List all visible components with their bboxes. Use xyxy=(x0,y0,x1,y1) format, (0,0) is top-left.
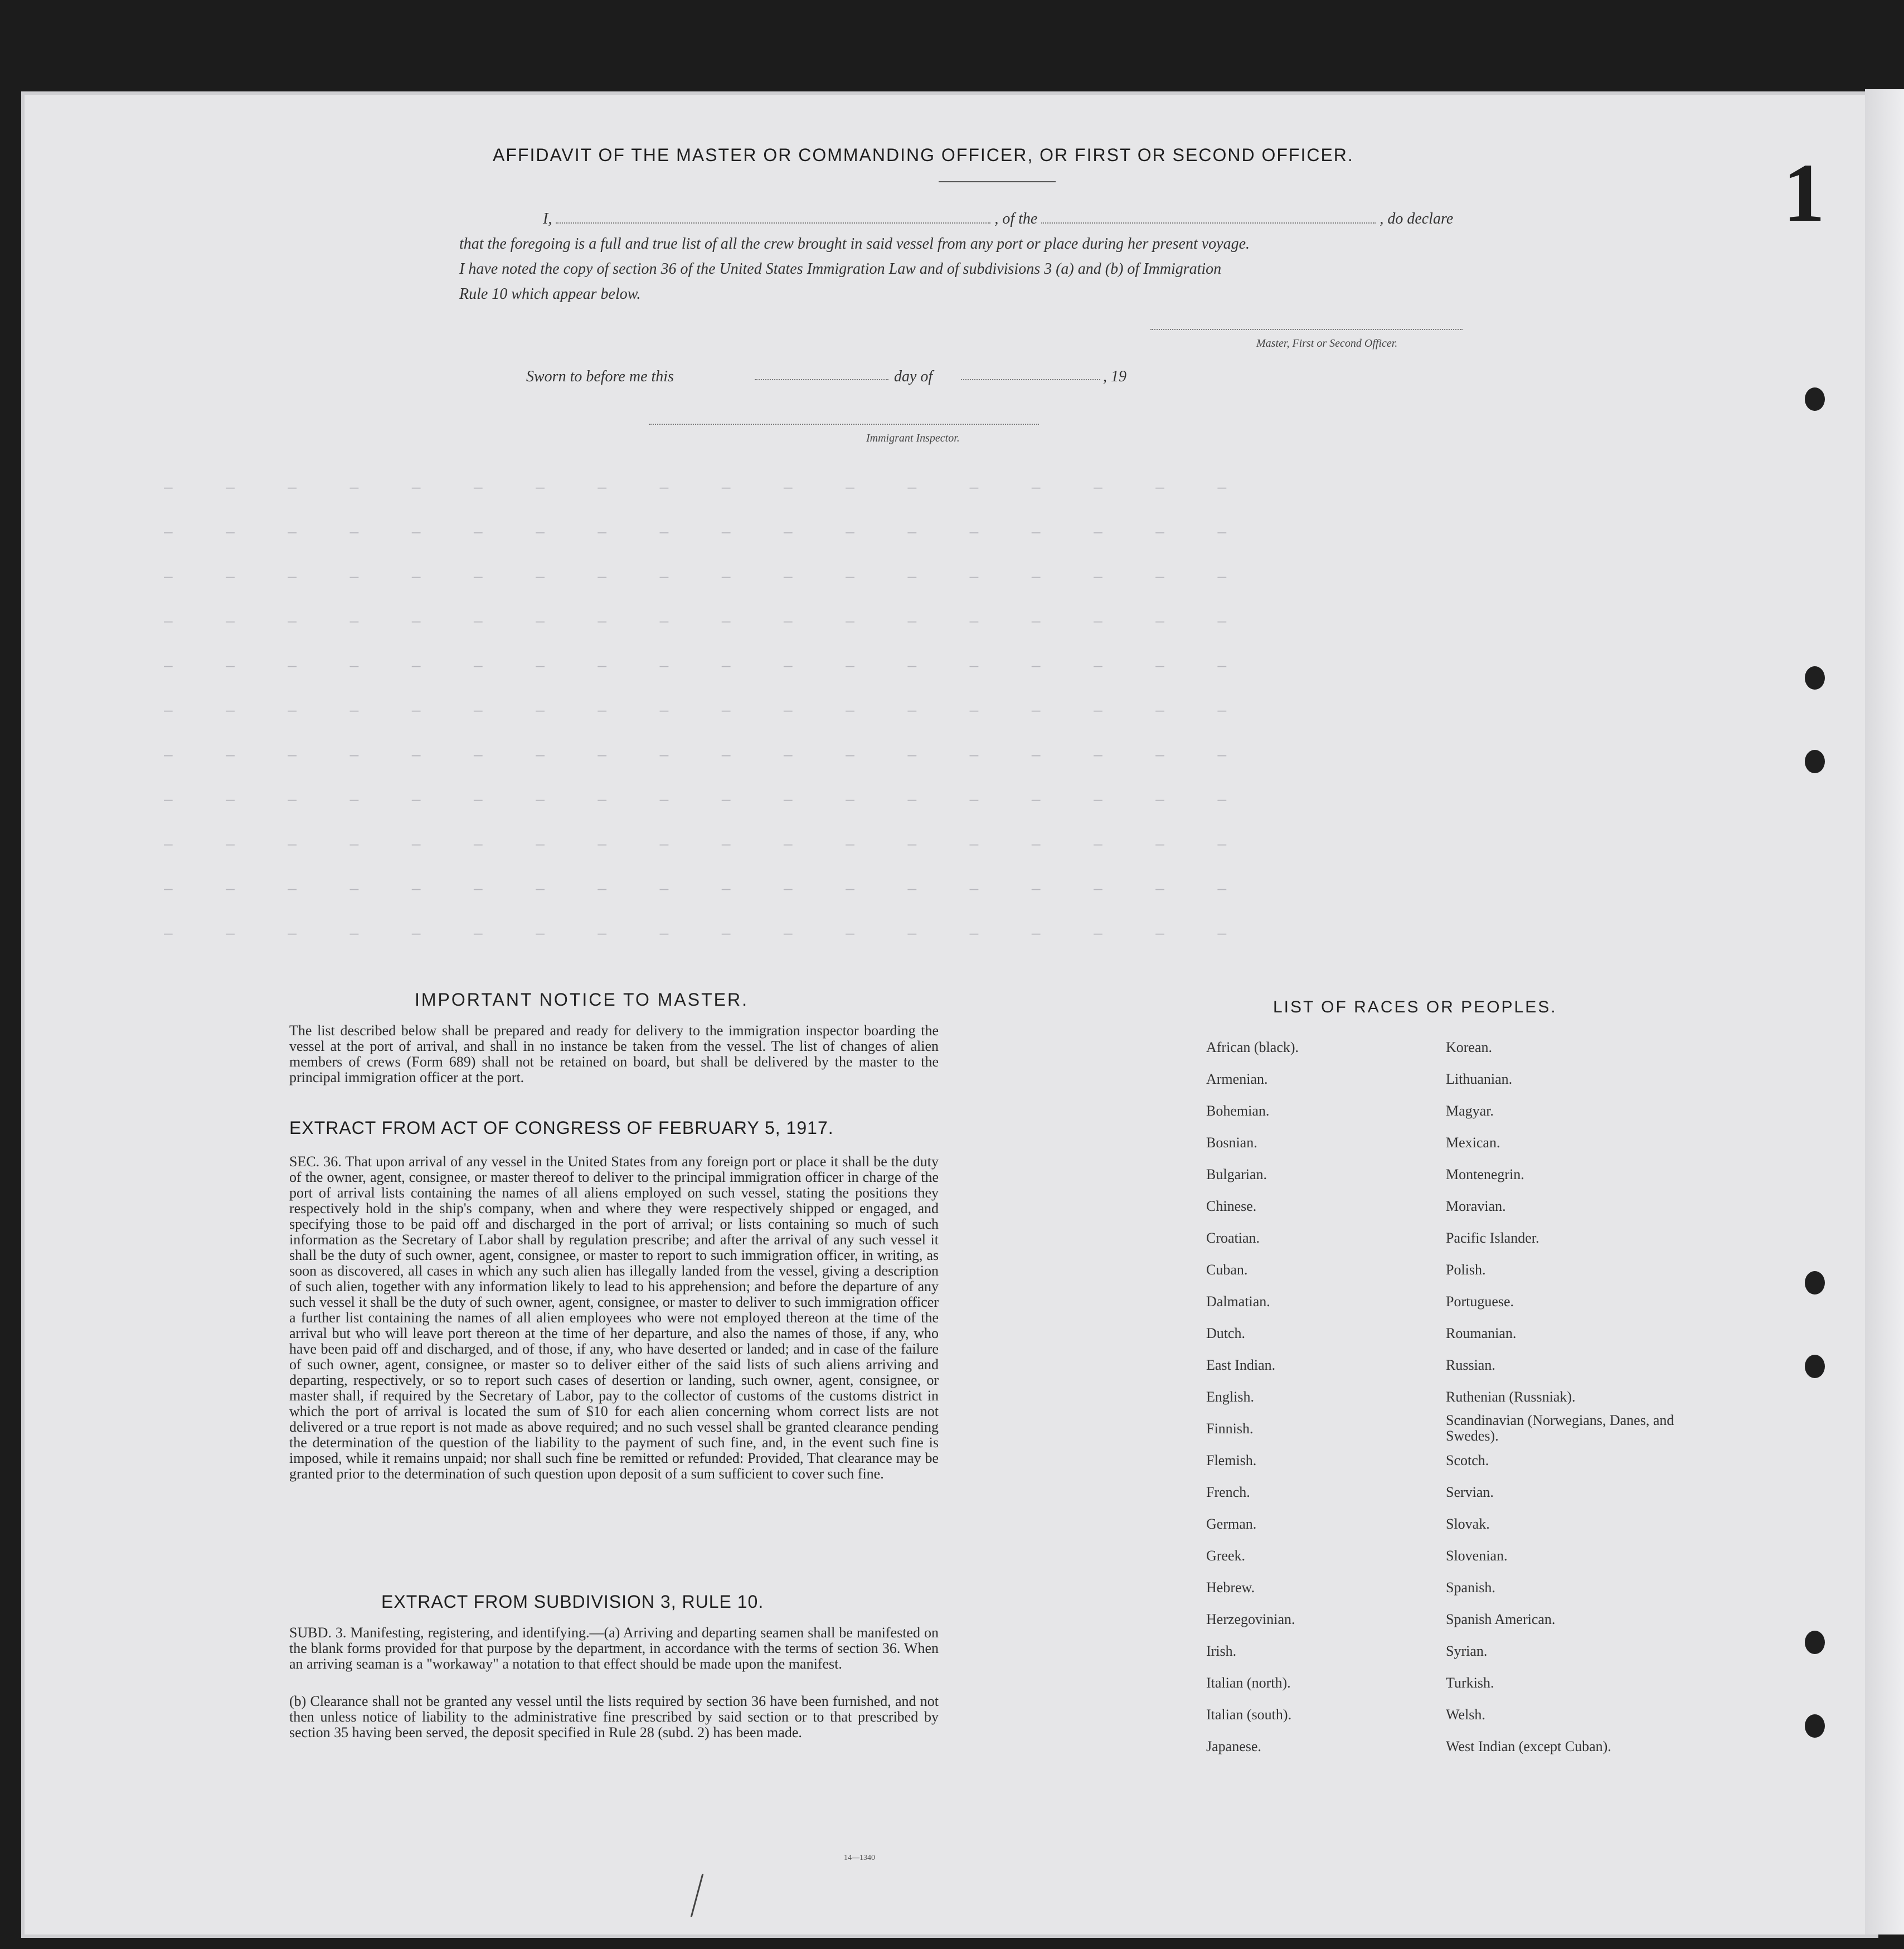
race-item: West Indian (except Cuban). xyxy=(1446,1738,1611,1754)
pen-stroke xyxy=(691,1874,704,1917)
form-code: 14—1340 xyxy=(844,1854,875,1862)
act-extract-text: SEC. 36. That upon arrival of any vessel in the United States from any foreign port or place it shall be the duty of the owner, agent, consignee, or master thereof to deliver to the principal immigration officer in charge of the port of arrival lists containing the names of all aliens employed on such vessel, stating the positions they respectively hold in the ship's company, when and where they were respectively shipped or engaged, and specifying those to be paid off and discharged in the port of arrival; or lists containing so much of such information as the Secretary of Labor shall by regulation prescribe; and after the arrival of any such vessel it shall be the duty of such owner, agent, consignee, or master to report to such immigration officer, in writing, as soon as discovered, all cases in which any such alien has illegally landed from the vessel, giving a description of such alien, together with any information likely to lead to his apprehension; and before the departure of any such vessel it shall be the duty of such owner, agent, consignee, or master to deliver to such immigration officer a further list containing the names of all alien employees who were not employed thereon at the time of the arrival but who will leave port thereon at the time of her departure, and also the names of those, if any, who have been paid off and discharged, and of those, if any, who have deserted or landed; and in case of the failure of such owner, agent, consignee, or master so to deliver either of the said lists of such aliens arriving and departing, respectively, or so to report such cases of desertion or landing, such owner, agent, consignee, or master shall, if required by the Secretary of Labor, pay to the collector of customs of the customs district in which the port of arrival is located the sum of $10 for each alien concerning whom correct lists are not delivered or a true report is not made as above required; and no such vessel shall be granted clearance pending the determination of the question of the liability to the payment of such fine, and, in the event such fine is imposed, while it remains unpaid; nor shall such fine be remitted or refunded: Provided, That clearance may be granted prior to the determination of such question upon deposit of a sum sufficient to cover such fine. xyxy=(289,1153,939,1482)
affidavit-declare: , do declare xyxy=(1380,210,1454,227)
bleed-through-row: — — — — — — — — — — — — — — — — — — xyxy=(164,702,1249,712)
signature-line[interactable] xyxy=(1150,329,1463,330)
race-item: Cuban. xyxy=(1206,1262,1248,1278)
page-number: 1 xyxy=(1783,147,1825,239)
vessel-blank[interactable] xyxy=(1041,210,1376,224)
signature-caption: Master, First or Second Officer. xyxy=(1256,337,1398,350)
affidavit-of-the: , of the xyxy=(994,210,1038,227)
affidavit-line-3: I have noted the copy of section 36 of the United States Immigration Law and of subdivisions 3 (a) and (b) of Immigration xyxy=(459,260,1222,278)
bleed-through-row: — — — — — — — — — — — — — — — — — — xyxy=(164,569,1249,579)
affidavit-i: I, xyxy=(543,210,552,227)
punch-hole xyxy=(1805,1631,1825,1654)
race-item: French. xyxy=(1206,1484,1250,1500)
bleed-through-row: — — — — — — — — — — — — — — — — — — xyxy=(164,747,1249,757)
notice-text: The list described below shall be prepared and ready for delivery to the immigration inspector boarding the vessel at the port of arrival, and shall in no instance be taken from the vessel. The list of changes of alien members of crews (Form 689) shall not be retained on board, but shall be delivered by the master to the principal immigration officer at the port. xyxy=(289,1022,939,1085)
race-item: Mexican. xyxy=(1446,1135,1500,1151)
race-item: Hebrew. xyxy=(1206,1579,1255,1596)
race-item: Ruthenian (Russniak). xyxy=(1446,1389,1576,1405)
races-list-column-1 xyxy=(1206,1031,1299,1762)
race-item: East Indian. xyxy=(1206,1357,1276,1373)
race-item: Bulgarian. xyxy=(1206,1166,1267,1182)
race-item: Slovenian. xyxy=(1446,1548,1508,1564)
affidavit-line-4: Rule 10 which appear below. xyxy=(459,285,641,303)
race-item: Russian. xyxy=(1446,1357,1495,1373)
race-item: Spanish. xyxy=(1446,1579,1495,1596)
race-item: Moravian. xyxy=(1446,1198,1506,1214)
punch-hole xyxy=(1805,1714,1825,1738)
race-item: Japanese. xyxy=(1206,1738,1261,1754)
bleed-through-row: — — — — — — — — — — — — — — — — — — xyxy=(164,658,1249,668)
race-item: English. xyxy=(1206,1389,1254,1405)
race-item: Dutch. xyxy=(1206,1325,1246,1341)
bleed-through-row: — — — — — — — — — — — — — — — — — — xyxy=(164,792,1249,802)
race-item: Bohemian. xyxy=(1206,1103,1270,1119)
race-item: Flemish. xyxy=(1206,1452,1257,1468)
notice-heading: IMPORTANT NOTICE TO MASTER. xyxy=(415,990,749,1010)
page-edge xyxy=(1865,89,1904,1935)
race-item: African (black). xyxy=(1206,1039,1299,1055)
race-item: Irish. xyxy=(1206,1643,1237,1659)
race-item: Magyar. xyxy=(1446,1103,1494,1119)
race-item: Dalmatian. xyxy=(1206,1293,1270,1310)
races-list-column-2 xyxy=(1446,1031,1680,1762)
race-item: Bosnian. xyxy=(1206,1135,1257,1151)
race-item: Finnish. xyxy=(1206,1420,1254,1437)
race-item: Montenegrin. xyxy=(1446,1166,1524,1182)
race-item: German. xyxy=(1206,1516,1257,1532)
act-extract-heading: EXTRACT FROM ACT OF CONGRESS OF FEBRUARY 5, 1917. xyxy=(289,1118,834,1138)
sworn-year: , 19 xyxy=(1103,368,1126,385)
race-item: Greek. xyxy=(1206,1548,1246,1564)
sworn-day-blank[interactable] xyxy=(755,379,888,380)
race-item: Italian (south). xyxy=(1206,1706,1292,1723)
races-heading: LIST OF RACES OR PEOPLES. xyxy=(1273,998,1557,1016)
race-item: Korean. xyxy=(1446,1039,1493,1055)
race-item: Spanish American. xyxy=(1446,1611,1556,1627)
punch-hole xyxy=(1805,1271,1825,1295)
race-item: Armenian. xyxy=(1206,1071,1268,1087)
bleed-through-row: — — — — — — — — — — — — — — — — — — xyxy=(164,524,1249,534)
name-blank[interactable] xyxy=(556,210,990,224)
race-item: Italian (north). xyxy=(1206,1675,1291,1691)
race-item: Pacific Islander. xyxy=(1446,1230,1539,1246)
race-item: Servian. xyxy=(1446,1484,1494,1500)
bleed-through-row: — — — — — — — — — — — — — — — — — — xyxy=(164,836,1249,846)
race-item: Slovak. xyxy=(1446,1516,1490,1532)
punch-hole xyxy=(1805,750,1825,773)
race-item: Croatian. xyxy=(1206,1230,1260,1246)
affidavit-statement xyxy=(459,206,1541,307)
title-rule xyxy=(939,181,1056,182)
race-item: Welsh. xyxy=(1446,1706,1485,1723)
rule-extract-text-b: (b) Clearance shall not be granted any vessel until the lists required by section 36 have been furnished, and not then unless notice of liability to the administrative fine prescribed by said section or to that prescribed by section 35 having been served, the deposit specified in Rule 28 (subd. 2) has been made. xyxy=(289,1693,939,1740)
inspector-caption: Immigrant Inspector. xyxy=(866,432,960,444)
affidavit-title: AFFIDAVIT OF THE MASTER OR COMMANDING OFFICER, OR FIRST OR SECOND OFFICER. xyxy=(493,145,1354,165)
punch-hole xyxy=(1805,387,1825,411)
race-item: Chinese. xyxy=(1206,1198,1257,1214)
sworn-day-of: day of xyxy=(894,368,933,385)
bleed-through-row: — — — — — — — — — — — — — — — — — — xyxy=(164,925,1249,935)
race-item: Roumanian. xyxy=(1446,1325,1517,1341)
rule-extract-heading: EXTRACT FROM SUBDIVISION 3, RULE 10. xyxy=(381,1592,764,1612)
affidavit-line-2: that the foregoing is a full and true list of all the crew brought in said vessel from any port or place during her present voyage. xyxy=(459,235,1250,253)
sworn-month-blank[interactable] xyxy=(961,379,1100,380)
race-item: Syrian. xyxy=(1446,1643,1488,1659)
punch-hole xyxy=(1805,1355,1825,1378)
race-item: Herzegovinian. xyxy=(1206,1611,1295,1627)
bleed-through-row: — — — — — — — — — — — — — — — — — — xyxy=(164,479,1249,489)
sworn-text: Sworn to before me this xyxy=(526,368,674,385)
inspector-signature-line[interactable] xyxy=(649,424,1039,425)
rule-extract-text-a: SUBD. 3. Manifesting, registering, and identifying.—(a) Arriving and departing seamen shall be manifested on the blank forms provided for that purpose by the department, in accordance with the terms of section 36. When an arriving seaman is a "workaway" a notation to that effect should be made upon the manifest. xyxy=(289,1625,939,1672)
race-item: Scotch. xyxy=(1446,1452,1489,1468)
document-page xyxy=(25,95,1875,1935)
race-item: Turkish. xyxy=(1446,1675,1494,1691)
bleed-through-row: — — — — — — — — — — — — — — — — — — xyxy=(164,881,1249,891)
race-item: Lithuanian. xyxy=(1446,1071,1513,1087)
race-item: Polish. xyxy=(1446,1262,1486,1278)
race-item: Scandinavian (Norwegians, Danes, and Swedes). xyxy=(1446,1412,1674,1444)
punch-hole xyxy=(1805,666,1825,690)
bleed-through-row: — — — — — — — — — — — — — — — — — — xyxy=(164,613,1249,623)
race-item: Portuguese. xyxy=(1446,1293,1514,1310)
